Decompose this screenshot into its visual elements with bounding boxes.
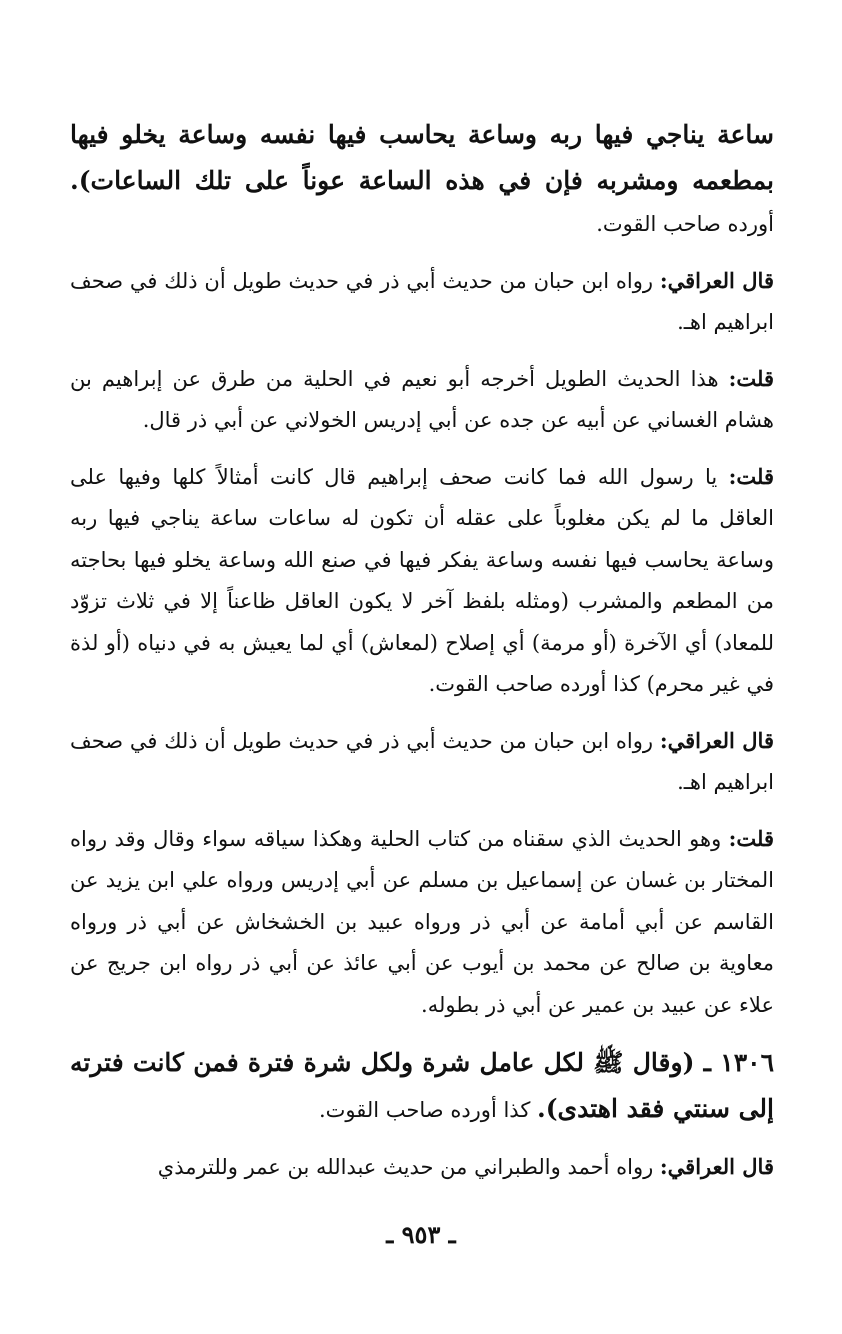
page-number: ـ ٩٥٣ ـ <box>386 1220 456 1249</box>
source-note: أورده صاحب القوت. <box>596 212 774 236</box>
hadith-number: ١٣٠٦ ـ <box>703 1048 774 1077</box>
paragraph-2 <box>70 260 774 344</box>
qultu-label: قلت: <box>728 365 774 391</box>
paragraph-text: يا رسول الله فما كانت صحف إبراهيم قال كانت أمثالاً كلها وفيها على العاقل ما لم يكن مغلوباً على عقله أن تكون له ساعات ساعة يناجي فيها ربه وساعة يحاسب فيها نفسه وساعة يفكر فيها في صنع الله وساعة يخلو فيها بحاجته من المطعم والمشرب (ومثله بلفظ آخر لا يكون العاقل ظاعناً إلا في ثلاث تزوّد للمعاد) أي الآخرة (أو مرمة) أي إصلاح (لمعاش) أي لما يعيش به في دنياه (أو لذة في غير محرم) كذا أورده صاحب القوت. <box>70 464 774 696</box>
paragraph-text: رواه ابن حبان من حديث أبي ذر في حديث طويل أن ذلك في صحف ابراهيم اهـ. <box>70 268 774 334</box>
qultu-label: قلت: <box>728 825 774 851</box>
paragraph-7 <box>70 1040 774 1132</box>
hadith-text: ساعة يناجي فيها ربه وساعة يحاسب فيها نفسه وساعة يخلو فيها بمطعمه ومشربه فإن في هذه الساعة عوناً على تلك الساعات). <box>70 120 774 195</box>
iraqi-label: قال العراقي: <box>659 267 774 293</box>
paragraph-text: رواه أحمد والطبراني من حديث عبدالله بن عمر وللترمذي <box>157 1155 660 1179</box>
iraqi-label: قال العراقي: <box>659 727 774 753</box>
paragraph-8 <box>70 1146 774 1189</box>
paragraph-text: رواه ابن حبان من حديث أبي ذر في حديث طويل أن ذلك في صحف ابراهيم اهـ. <box>70 728 774 794</box>
paragraph-5 <box>70 720 774 804</box>
hadith-text: (وقال ﷺ لكل عامل شرة ولكل شرة فترة فمن كانت فترته إلى سنتي فقد اهتدى). <box>70 1048 774 1123</box>
paragraph-3 <box>70 358 774 442</box>
source-note: كذا أورده صاحب القوت. <box>318 1098 537 1122</box>
paragraph-6 <box>70 818 774 1027</box>
iraqi-label: قال العراقي: <box>659 1154 774 1179</box>
paragraph-text: هذا الحديث الطويل أخرجه أبو نعيم في الحلية من طرق عن إبراهيم بن هشام الغساني عن أبيه عن جده عن أبي إدريس الخولاني عن أبي ذر قال. <box>70 366 774 432</box>
paragraph-1 <box>70 112 774 246</box>
paragraph-text: وهو الحديث الذي سقناه من كتاب الحلية وهكذا سياقه سواء وقال وقد رواه المختار بن غسان عن إسماعيل بن مسلم عن أبي إدريس ورواه علي ابن يزيد عن القاسم عن أبي أمامة عن أبي ذر ورواه عبيد بن الخشخاش عن أبي ذر ورواه معاوية بن صالح عن محمد بن أيوب عن أبي عائذ عن أبي ذر رواه ابن جريج عن علاء عن عبيد بن عمير عن أبي ذر بطوله. <box>70 826 774 1017</box>
paragraph-4 <box>70 456 774 706</box>
qultu-label: قلت: <box>728 463 774 489</box>
